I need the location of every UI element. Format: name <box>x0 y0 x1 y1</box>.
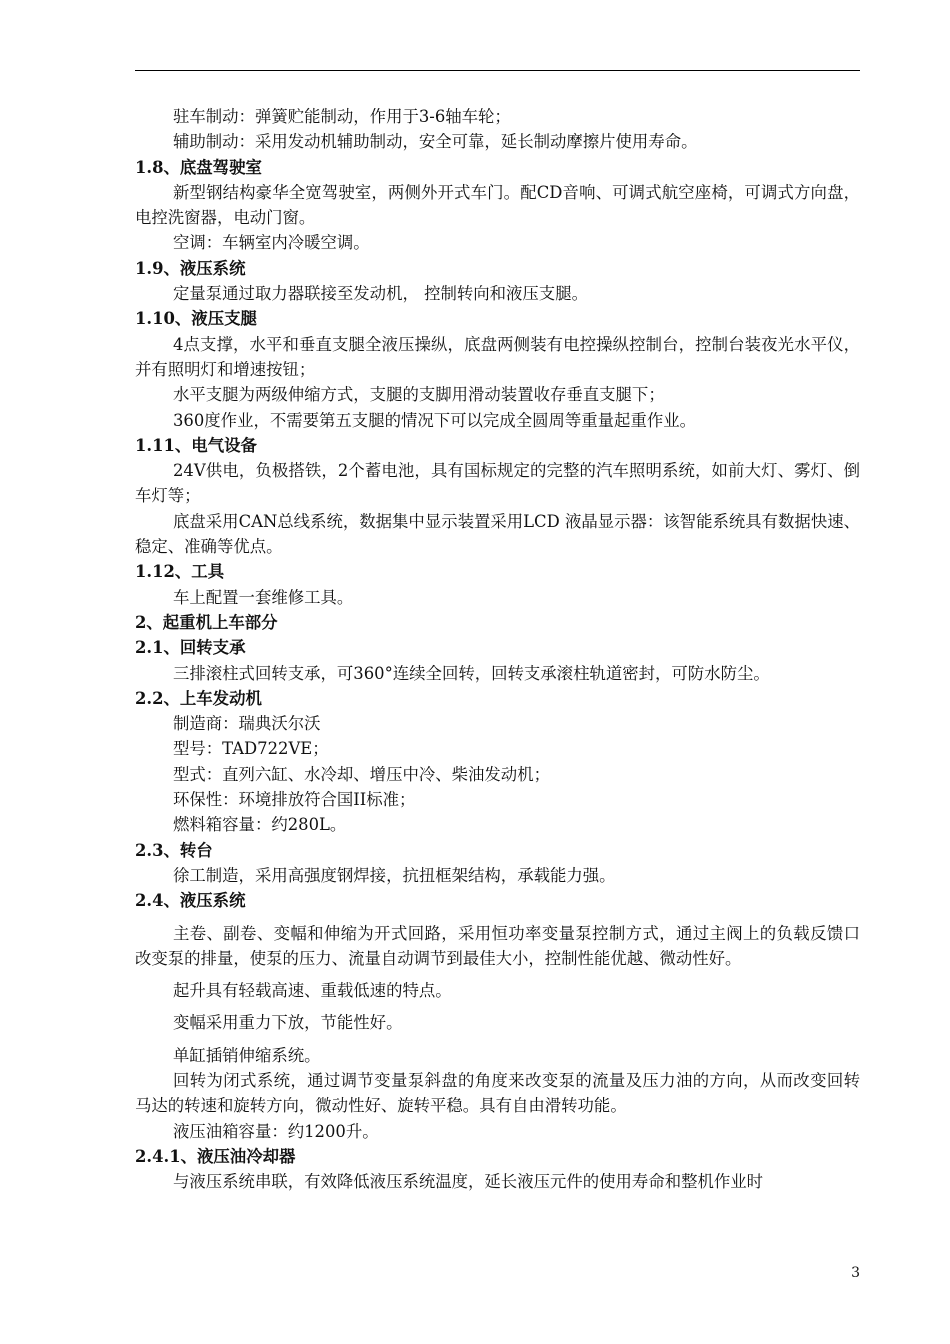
body-paragraph: 单缸插销伸缩系统。 <box>173 1045 321 1065</box>
section-heading: 1.10、液压支腿 <box>135 309 257 329</box>
body-paragraph: 驻车制动：弹簧贮能制动，作用于3-6轴车轮； <box>173 107 511 126</box>
body-paragraph: 三排滚柱式回转支承，可360°连续全回转，回转支承滚柱轨道密封，可防水防尘。 <box>173 663 770 683</box>
document-body <box>135 104 860 1194</box>
body-paragraph: 与液压系统串联，有效降低液压系统温度，延长液压元件的使用寿命和整机作业时 <box>173 1172 764 1192</box>
body-paragraph: 燃料箱容量：约280L。 <box>173 815 347 835</box>
section-heading: 2.1、回转支承 <box>135 638 246 658</box>
section-heading: 2、起重机上车部分 <box>135 612 278 632</box>
section-heading: 1.12、工具 <box>135 562 225 582</box>
section-heading: 2.4.1、液压油冷却器 <box>135 1146 296 1166</box>
body-paragraph: 变幅采用重力下放，节能性好。 <box>173 1013 403 1033</box>
body-paragraph: 型号：TAD722VE； <box>173 739 329 759</box>
body-paragraph: 辅助制动：采用发动机辅助制动，安全可靠，延长制动摩擦片使用寿命。 <box>173 132 698 152</box>
body-paragraph: 型式：直列六缸、水冷却、增压中冷、柴油发动机； <box>173 764 550 784</box>
body-paragraph: 液压油箱容量：约1200升。 <box>173 1121 379 1141</box>
header-rule <box>135 70 860 71</box>
body-paragraph: 起升具有轻载高速、重载低速的特点。 <box>173 981 452 1001</box>
body-paragraph: 车上配置一套维修工具。 <box>173 587 354 607</box>
section-heading: 1.8、底盘驾驶室 <box>135 157 262 177</box>
body-paragraph: 环保性：环境排放符合国II标准； <box>173 790 416 810</box>
section-heading: 2.3、转台 <box>135 840 213 860</box>
page-number: 3 <box>851 1265 860 1281</box>
body-paragraph: 制造商：瑞典沃尔沃 <box>173 714 321 734</box>
body-paragraph: 空调：车辆室内冷暖空调。 <box>173 233 370 253</box>
body-paragraph: 底盘采用CAN总线系统，数据集中显示装置采用LCD 液晶显示器：该智能系统具有数据快速、稳定、准确等优点。 <box>135 511 860 557</box>
body-paragraph: 4点支撑，水平和垂直支腿全液压操纵，底盘两侧装有电控操纵控制台，控制台装夜光水平仪，并有照明灯和增速按钮； <box>135 334 860 379</box>
body-paragraph: 360度作业，不需要第五支腿的情况下可以完成全圆周等重量起重作业。 <box>173 410 697 430</box>
section-heading: 2.4、液压系统 <box>135 891 246 911</box>
body-paragraph: 回转为闭式系统，通过调节变量泵斜盘的角度来改变泵的流量及压力油的方向，从而改变回转马达的转速和旋转方向，微动性好、旋转平稳。具有自由滑转功能。 <box>135 1070 860 1116</box>
section-heading: 1.9、液压系统 <box>135 258 246 278</box>
body-paragraph: 24V供电，负极搭铁，2个蓄电池，具有国标规定的完整的汽车照明系统，如前大灯、雾灯、倒车灯等； <box>135 461 860 506</box>
section-heading: 1.11、电气设备 <box>135 435 257 455</box>
body-paragraph: 定量泵通过取力器联接至发动机， 控制转向和液压支腿。 <box>173 284 588 304</box>
body-paragraph: 水平支腿为两级伸缩方式，支腿的支脚用滑动装置收存垂直支腿下； <box>173 385 665 405</box>
body-paragraph: 徐工制造，采用高强度钢焊接，抗扭框架结构，承载能力强。 <box>173 865 616 885</box>
body-paragraph: 新型钢结构豪华全宽驾驶室，两侧外开式车门。配CD音响、可调式航空座椅，可调式方向盘，电控洗窗器，电动门窗。 <box>135 182 860 228</box>
section-heading: 2.2、上车发动机 <box>135 688 262 708</box>
body-paragraph: 主卷、副卷、变幅和伸缩为开式回路，采用恒功率变量泵控制方式，通过主阀上的负载反馈口改变泵的排量，使泵的压力、流量自动调节到最佳大小，控制性能优越、微动性好。 <box>135 923 860 968</box>
